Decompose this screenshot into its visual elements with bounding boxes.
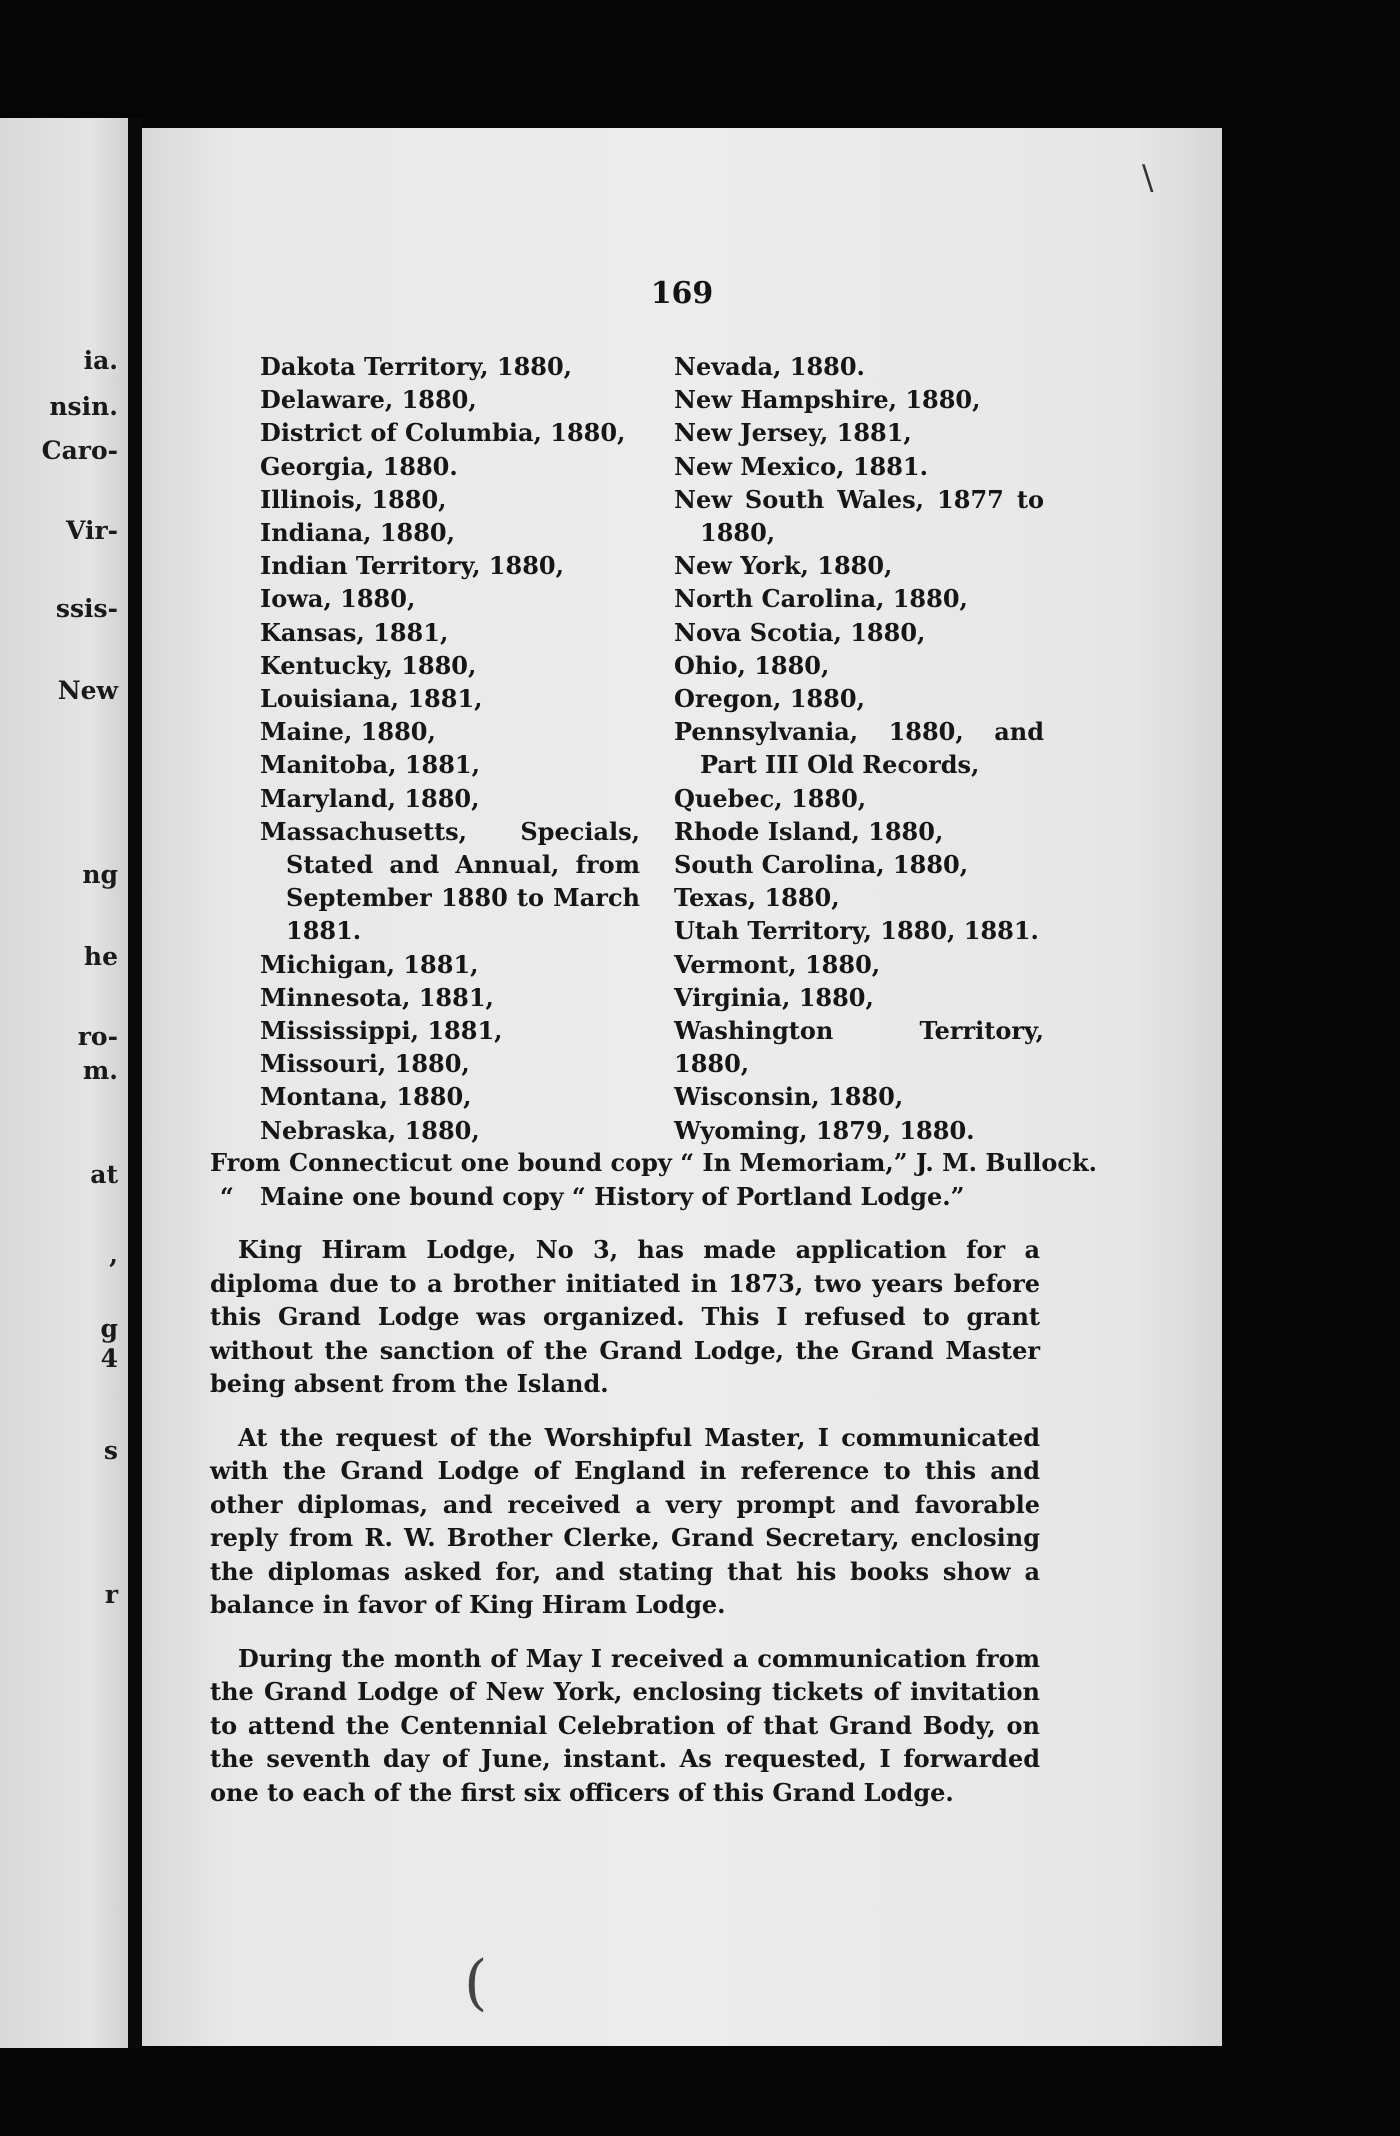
list-item: Nova Scotia, 1880, xyxy=(674,617,926,647)
list-item: Nebraska, 1880, xyxy=(260,1115,480,1145)
list-item: District of Columbia, 1880, xyxy=(260,418,626,448)
list-item: South Carolina, 1880, xyxy=(674,850,969,880)
list-item: Massachusetts, Specials, Stated and Annual, from September 1880 to March 1881. xyxy=(260,816,640,946)
list-item: Nevada, 1880. xyxy=(674,352,865,381)
list-item: New York, 1880, xyxy=(674,551,893,581)
adjacent-page-edge xyxy=(0,118,130,2048)
grand-lodges-list-left xyxy=(260,350,640,1147)
list-item: Maryland, 1880, xyxy=(260,783,480,813)
list-item: Vermont, 1880, xyxy=(674,949,881,979)
adjacent-page-fragment: m. xyxy=(82,1056,118,1085)
list-item: Wisconsin, 1880, xyxy=(674,1082,904,1112)
adjacent-page-fragment: New xyxy=(57,676,118,705)
adjacent-page-fragment: at xyxy=(90,1160,118,1189)
list-item: Utah Territory, 1880, 1881. xyxy=(674,916,1039,946)
adjacent-page-fragment: ro- xyxy=(77,1022,118,1051)
grand-lodges-list-right xyxy=(674,350,1044,1147)
list-item: New Hampshire, 1880, xyxy=(674,385,981,415)
list-item: New Mexico, 1881. xyxy=(674,451,928,481)
list-item: Mississippi, 1881, xyxy=(260,1016,503,1046)
list-item: Illinois, 1880, xyxy=(260,484,447,514)
list-item: Manitoba, 1881, xyxy=(260,750,480,780)
adjacent-page-fragment: ng xyxy=(82,860,118,889)
adjacent-page-fragment: 4 xyxy=(100,1344,118,1373)
list-item: Kansas, 1881, xyxy=(260,617,449,647)
adjacent-page-fragment: Vir- xyxy=(65,516,118,545)
list-item: Pennsylvania, 1880, and Part III Old Records, xyxy=(674,717,1044,780)
received-line: From Connecticut one bound copy “ In Memoriam,” J. M. Bullock. xyxy=(210,1148,1097,1177)
received-copies xyxy=(210,1146,1097,1213)
list-item: Minnesota, 1881, xyxy=(260,982,494,1012)
list-item: New South Wales, 1877 to 1880, xyxy=(674,484,1044,548)
list-item: Missouri, 1880, xyxy=(260,1049,470,1079)
list-item: Indiana, 1880, xyxy=(260,518,455,548)
received-line-text: Maine one bound copy “ History of Portland Lodge.” xyxy=(260,1181,965,1211)
list-item: Virginia, 1880, xyxy=(674,982,874,1012)
adjacent-page-fragment: g xyxy=(100,1314,118,1343)
paragraph: At the request of the Worshipful Master, I communicated with the Grand Lodge of England in reference to this and other diplomas, and received a very prompt and favorable reply from R. W. Brother Clerke, Grand Secretary, enclosing the diplomas asked for, and stating that his books show a balance in favor of King Hiram Lodge. xyxy=(210,1422,1040,1619)
adjacent-page-fragment: nsin. xyxy=(49,392,118,421)
list-item: Rhode Island, 1880, xyxy=(674,816,944,846)
list-item: Georgia, 1880. xyxy=(260,451,458,481)
list-item: Quebec, 1880, xyxy=(674,783,867,813)
ditto-mark: “ xyxy=(220,1181,234,1211)
list-item: Ohio, 1880, xyxy=(674,650,830,680)
adjacent-page-fragment: s xyxy=(103,1436,118,1465)
list-item: Wyoming, 1879, 1880. xyxy=(674,1115,975,1145)
body-text xyxy=(210,1146,1097,1809)
pencil-mark: \ xyxy=(1142,158,1154,198)
list-item: Kentucky, 1880, xyxy=(260,650,477,680)
paragraph: During the month of May I received a communication from the Grand Lodge of New York, enclosing tickets of invitation to attend the Centennial Celebration of that Grand Body, on the seventh day of June, instant. As requested, I forwarded one to each of the first six officers of this Grand Lodge. xyxy=(210,1643,1040,1807)
list-item: Indian Territory, 1880, xyxy=(260,551,564,581)
list-item: Washington Territory, 1880, xyxy=(674,1016,1044,1079)
paragraph: King Hiram Lodge, No 3, has made application for a diploma due to a brother initiated in 1873, two years before this Grand Lodge was organized. This I refused to grant without the sanction of the Grand Lodge, the Grand Master being absent from the Island. xyxy=(210,1235,1040,1398)
book-page xyxy=(142,128,1222,2046)
adjacent-page-fragment: ia. xyxy=(83,346,118,375)
list-item: Oregon, 1880, xyxy=(674,684,865,714)
list-item: North Carolina, 1880, xyxy=(674,584,968,614)
page-number: 169 xyxy=(650,276,714,311)
adjacent-page-fragment: Caro- xyxy=(41,436,118,465)
list-item: Maine, 1880, xyxy=(260,717,436,747)
list-item: Dakota Territory, 1880, xyxy=(260,352,573,381)
list-item: Texas, 1880, xyxy=(674,883,840,913)
list-item: New Jersey, 1881, xyxy=(674,418,912,448)
list-item: Delaware, 1880, xyxy=(260,385,477,415)
pencil-mark: ( xyxy=(464,1948,488,2018)
list-item: Louisiana, 1881, xyxy=(260,684,483,714)
adjacent-page-fragment: , xyxy=(109,1240,118,1269)
book-spine xyxy=(128,118,142,2048)
list-item: Montana, 1880, xyxy=(260,1082,472,1112)
adjacent-page-fragment: ssis- xyxy=(55,594,118,623)
list-item: Michigan, 1881, xyxy=(260,949,479,979)
received-line xyxy=(210,1180,1040,1214)
adjacent-page-fragment: he xyxy=(83,942,118,971)
list-item: Iowa, 1880, xyxy=(260,584,416,614)
adjacent-page-fragment: r xyxy=(104,1580,118,1609)
